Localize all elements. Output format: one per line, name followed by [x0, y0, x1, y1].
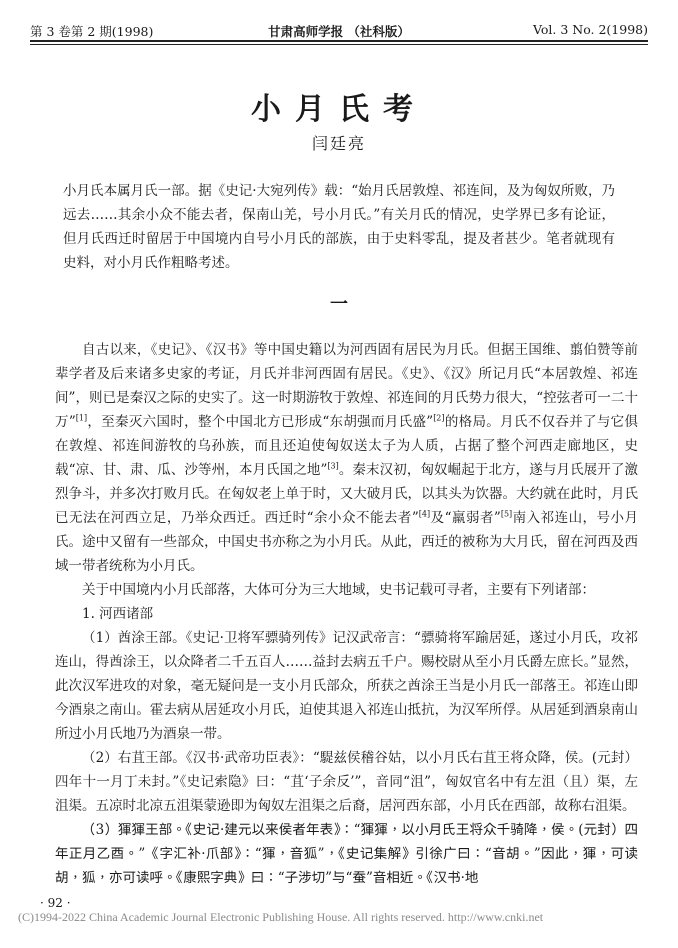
text-run: 南入祁连山，号小月氏。途中又留有一些部众，中国史书亦称之为小月氏。从此，西迁的被称为大月氏，留在河西及西域一带者统称为小月氏。: [55, 510, 638, 574]
text-run: ，至秦灭六国时，整个中国北方已形成“东胡强而月氏盛”: [87, 414, 434, 430]
body-paragraph: [55, 338, 638, 578]
citation-ref: [3]: [327, 461, 339, 471]
body-paragraph: （3）𤟤𤟤王部。《史记·建元以来侯者年表》：“𤟤𤟤，以小月氏王将众千骑降，侯。(元封）四年正月乙酉。”《字汇补·爪部》：“𤟤，音狐”，《史记集解》引徐广曰：“音胡。”因此，𤟤，可读胡，狐，亦可读呼。《康熙字典》曰：“子涉切”与“蚕”音相近。《汉书·地: [55, 822, 638, 886]
abstract-paragraph: [63, 179, 615, 275]
text-run: 。秦末汉初，匈奴崛起于北方，遂与月氏展开了激烈争斗，并多次打败月氏。在匈奴老上单于时，又大破月氏，以其头为饮器。大约就在此时，月氏已无法在河西立足，乃举众西迁。西迁时“余小众不能去者”: [55, 462, 638, 526]
citation-ref: [5]: [500, 509, 513, 519]
volume-info: Vol. 3 No. 2(1998): [533, 22, 648, 37]
issue-info: 第 3 卷第 2 期(1998): [30, 24, 154, 39]
citation-ref: [1]: [75, 413, 88, 423]
citation-ref: [4]: [418, 509, 431, 519]
citation-ref: [2]: [433, 413, 445, 423]
body-paragraph: 关于中国境内小月氏部落，大体可分为三大地域，史书记载可寻者，主要有下列诸部：: [82, 582, 595, 598]
running-header: [30, 22, 648, 40]
section-number: 一: [330, 294, 348, 315]
list-heading: 1. 河西诸部: [82, 606, 154, 622]
article-author: 闫廷亮: [311, 134, 366, 153]
body-paragraph: （1）酋涂王部。《史记·卫将军骠骑列传》记汉武帝言：“骠骑将军踰居延，遂过小月氏，攻祁连山，得酋涂王，以众降者二千五百人……益封去病五千户。赐校尉从至小月氏爵左庶长。”显然，此次汉军进攻的对象，毫无疑问是一支小月氏部众，所获之酋涂王当是小月氏一部落王。祁连山即今酒泉之南山。霍去病从居延攻小月氏，迫使其退入祁连山抵抗，为汉军所俘。从居延到酒泉南山所过小月氏地乃为酒泉一带。: [55, 630, 638, 742]
header-rule-thin: [30, 44, 648, 45]
body-paragraph: （2）右苴王部。《汉书·武帝功臣表》：“騠兹侯稽谷姑，以小月氏右苴王将众降，侯。(元封）四年十一月丁未封。”《史记索隐》曰：“苴‘子余反’”，音同“沮”，匈奴官名中有左沮（且）渠，左沮渠。五凉时北凉五沮渠蒙逊即为匈奴左沮渠之后裔，居河西东部，小月氏在西部，故称右沮渠。: [55, 750, 638, 814]
article-body: [55, 338, 638, 890]
text-run: 及“羸弱者”: [430, 510, 501, 526]
copyright-footer: (C)1994-2022 China Academic Journal Electronic Publishing House. All rights reserved. http://www.cnki.net: [18, 910, 544, 924]
text-run: 自古以来，《史记》、《汉书》等中国史籍以为河西固有居民为月氏。但据王国维、翦伯赞等前辈学者及后来诸多史家的考证，月氏并非河西固有居民。《史》、《汉》所记月氏“本居敦煌、祁连间”，则已是秦汉之际的史实了。这一时期游牧于敦煌、祁连间的月氏势力很大，“控弦者可一二十万”: [55, 342, 638, 430]
page-number: · 92 ·: [40, 896, 71, 910]
abstract-text: 小月氏本属月氏一部。据《史记·大宛列传》载：“始月氏居敦煌、祁连间，及为匈奴所败，乃远去……其余小众不能去者，保南山羌，号小月氏。”有关月氏的情况，史学界已多有论证，但月氏西迁时留居于中国境内自号小月氏的部族，由于史料零乱，提及者甚少。笔者就现有史料，对小月氏作粗略考述。: [63, 183, 615, 271]
text-run: 的格局。月氏不仅吞并了与它俱在敦煌、祁连间游牧的乌孙族，而且还迫使匈奴送太子为人质，占据了整个河西走廊地区，史载“凉、甘、肃、瓜、沙等州，本月氏国之地”: [55, 414, 639, 478]
article-title: 小月氏考: [251, 92, 427, 127]
header-rule-thick: [30, 40, 648, 42]
journal-name: 甘肃高师学报 （社科版）: [268, 24, 410, 39]
